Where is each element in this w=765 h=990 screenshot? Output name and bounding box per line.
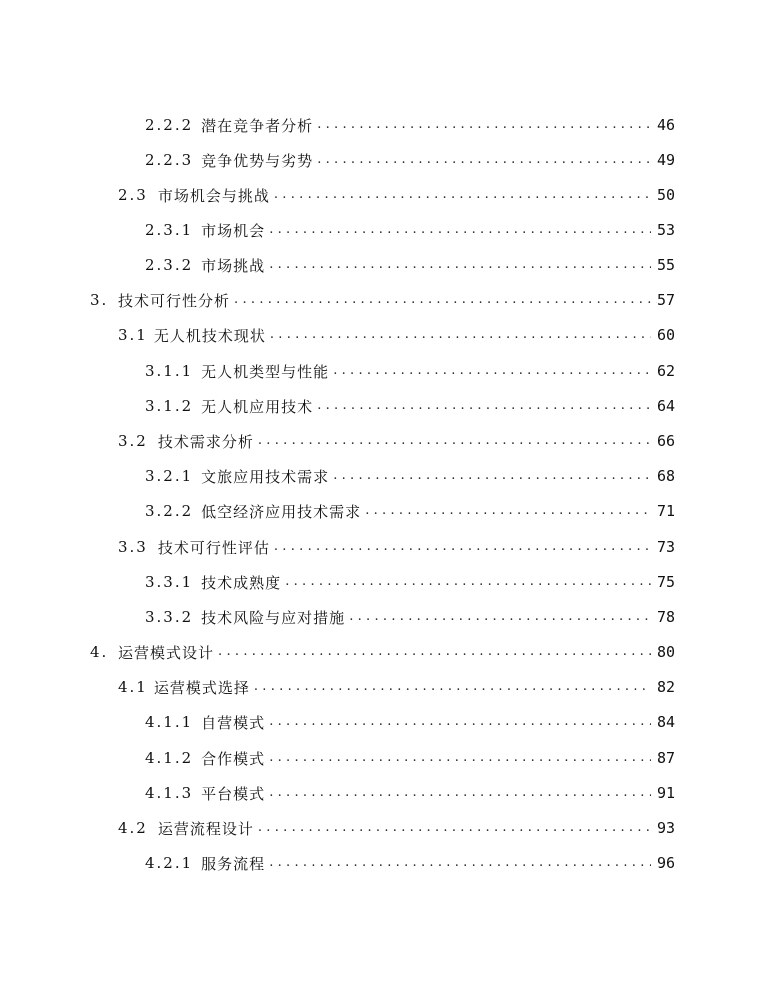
toc-entry-3-1-1[interactable] [145, 359, 675, 383]
toc-entry-title: 无人机应用技术 [201, 397, 314, 416]
dot-leader [269, 710, 651, 734]
toc-entry-number: 4.1.2 [145, 749, 194, 767]
toc-entry-title: 文旅应用技术需求 [201, 467, 330, 486]
toc-entry-title: 潜在竞争者分析 [201, 116, 314, 135]
toc-entry-page: 68 [656, 467, 675, 485]
toc-entry-2-2-2[interactable] [145, 113, 675, 137]
dot-leader [258, 429, 651, 453]
toc-entry-number: 3.1.2 [145, 397, 194, 415]
toc-entry-page: 80 [656, 643, 675, 661]
toc-entry-3-2-2[interactable] [145, 499, 675, 523]
toc-entry-page: 49 [656, 151, 675, 169]
toc-entry-title: 运营模式设计 [118, 643, 215, 662]
dot-leader [258, 816, 651, 840]
toc-entry-3-2[interactable] [118, 429, 675, 453]
toc-entry-number: 3.2 [118, 432, 148, 450]
toc-entry-title: 合作模式 [201, 749, 266, 768]
toc-entry-number: 2.3.1 [145, 221, 194, 239]
toc-entry-3-1[interactable] [118, 323, 675, 347]
toc-entry-page: 53 [656, 221, 675, 239]
toc-entry-page: 91 [656, 784, 675, 802]
toc-entry-2-3-2[interactable] [145, 253, 675, 277]
dot-leader [269, 851, 651, 875]
toc-entry-title: 市场机会与挑战 [157, 186, 270, 205]
toc-entry-title: 平台模式 [201, 784, 266, 803]
toc-entry-page: 84 [656, 713, 675, 731]
toc-entry-title: 技术可行性评估 [157, 538, 270, 557]
toc-entry-page: 64 [656, 397, 675, 415]
dot-leader [317, 113, 651, 137]
toc-entry-page: 46 [656, 116, 675, 134]
toc-entry-page: 55 [656, 256, 675, 274]
toc-entry-title: 市场机会 [201, 221, 266, 240]
toc-entry-number: 3. [90, 291, 109, 309]
toc-entry-number: 3.2.2 [145, 502, 194, 520]
toc-entry-number: 4. [90, 643, 109, 661]
toc-entry-title: 市场挑战 [201, 256, 266, 275]
toc-entry-number: 4.2.1 [145, 854, 194, 872]
toc-entry-title: 技术可行性分析 [118, 291, 231, 310]
toc-entry-number: 3.3.1 [145, 573, 194, 591]
dot-leader [317, 394, 651, 418]
toc-entry-3-3[interactable] [118, 535, 675, 559]
toc-entry-page: 78 [656, 608, 675, 626]
dot-leader [274, 535, 651, 559]
toc-entry-title: 运营模式选择 [153, 678, 250, 697]
toc-entry-4-1-1[interactable] [145, 710, 675, 734]
toc-entry-title: 运营流程设计 [157, 819, 254, 838]
toc-entry-page: 87 [656, 749, 675, 767]
toc-entry-page: 73 [656, 538, 675, 556]
toc-entry-number: 2.3 [118, 186, 148, 204]
toc-entry-number: 3.3.2 [145, 608, 194, 626]
dot-leader [349, 605, 651, 629]
dot-leader [234, 288, 657, 312]
dot-leader [270, 323, 651, 347]
toc-entry-number: 2.2.2 [145, 116, 194, 134]
toc-entry-2-3-1[interactable] [145, 218, 675, 242]
dot-leader [269, 781, 651, 805]
toc-entry-2-3[interactable] [118, 183, 675, 207]
toc-entry-title: 自营模式 [201, 713, 266, 732]
toc-entry-number: 3.3 [118, 538, 148, 556]
toc-entry-page: 93 [656, 819, 675, 837]
dot-leader [254, 675, 651, 699]
toc-entry-page: 60 [656, 326, 675, 344]
dot-leader [317, 148, 651, 172]
toc-entry-title: 无人机类型与性能 [201, 362, 330, 381]
toc-entry-3-3-1[interactable] [145, 570, 675, 594]
toc-entry-4[interactable] [90, 640, 675, 664]
toc-entry-4-1[interactable] [118, 675, 675, 699]
toc-entry-page: 62 [656, 362, 675, 380]
toc-entry-number: 3.1.1 [145, 362, 194, 380]
toc-entry-title: 竞争优势与劣势 [201, 151, 314, 170]
toc-entry-title: 技术风险与应对措施 [201, 608, 346, 627]
toc-entry-number: 4.2 [118, 819, 148, 837]
toc-entry-4-1-3[interactable] [145, 781, 675, 805]
toc-entry-page: 66 [656, 432, 675, 450]
toc-entry-page: 57 [656, 291, 675, 309]
toc-entry-number: 2.2.3 [145, 151, 194, 169]
dot-leader [333, 359, 651, 383]
toc-entry-3-2-1[interactable] [145, 464, 675, 488]
toc-entry-4-1-2[interactable] [145, 746, 675, 770]
dot-leader [218, 640, 657, 664]
toc-entry-title: 低空经济应用技术需求 [201, 502, 362, 521]
dot-leader [269, 253, 651, 277]
toc-entry-number: 2.3.2 [145, 256, 194, 274]
dot-leader [269, 746, 651, 770]
dot-leader [333, 464, 651, 488]
toc-entry-page: 82 [656, 678, 675, 696]
toc-entry-3-3-2[interactable] [145, 605, 675, 629]
dot-leader [365, 499, 651, 523]
toc-entry-page: 96 [656, 854, 675, 872]
toc-entry-title: 技术成熟度 [201, 573, 282, 592]
toc-entry-number: 4.1 [118, 678, 148, 696]
toc-entry-number: 3.1 [118, 326, 148, 344]
toc-entry-3[interactable] [90, 288, 675, 312]
toc-entry-title: 服务流程 [201, 854, 266, 873]
toc-entry-4-2[interactable] [118, 816, 675, 840]
toc-entry-number: 4.1.1 [145, 713, 194, 731]
toc-entry-page: 75 [656, 573, 675, 591]
dot-leader [269, 218, 651, 242]
toc-entry-2-2-3[interactable] [145, 148, 675, 172]
toc-entry-3-1-2[interactable] [145, 394, 675, 418]
toc-entry-page: 50 [656, 186, 675, 204]
toc-entry-number: 4.1.3 [145, 784, 194, 802]
dot-leader [285, 570, 651, 594]
toc-entry-title: 技术需求分析 [157, 432, 254, 451]
toc-entry-title: 无人机技术现状 [153, 326, 266, 345]
dot-leader [274, 183, 651, 207]
toc-entry-page: 71 [656, 502, 675, 520]
toc-entry-number: 3.2.1 [145, 467, 194, 485]
toc-entry-4-2-1[interactable] [145, 851, 675, 875]
